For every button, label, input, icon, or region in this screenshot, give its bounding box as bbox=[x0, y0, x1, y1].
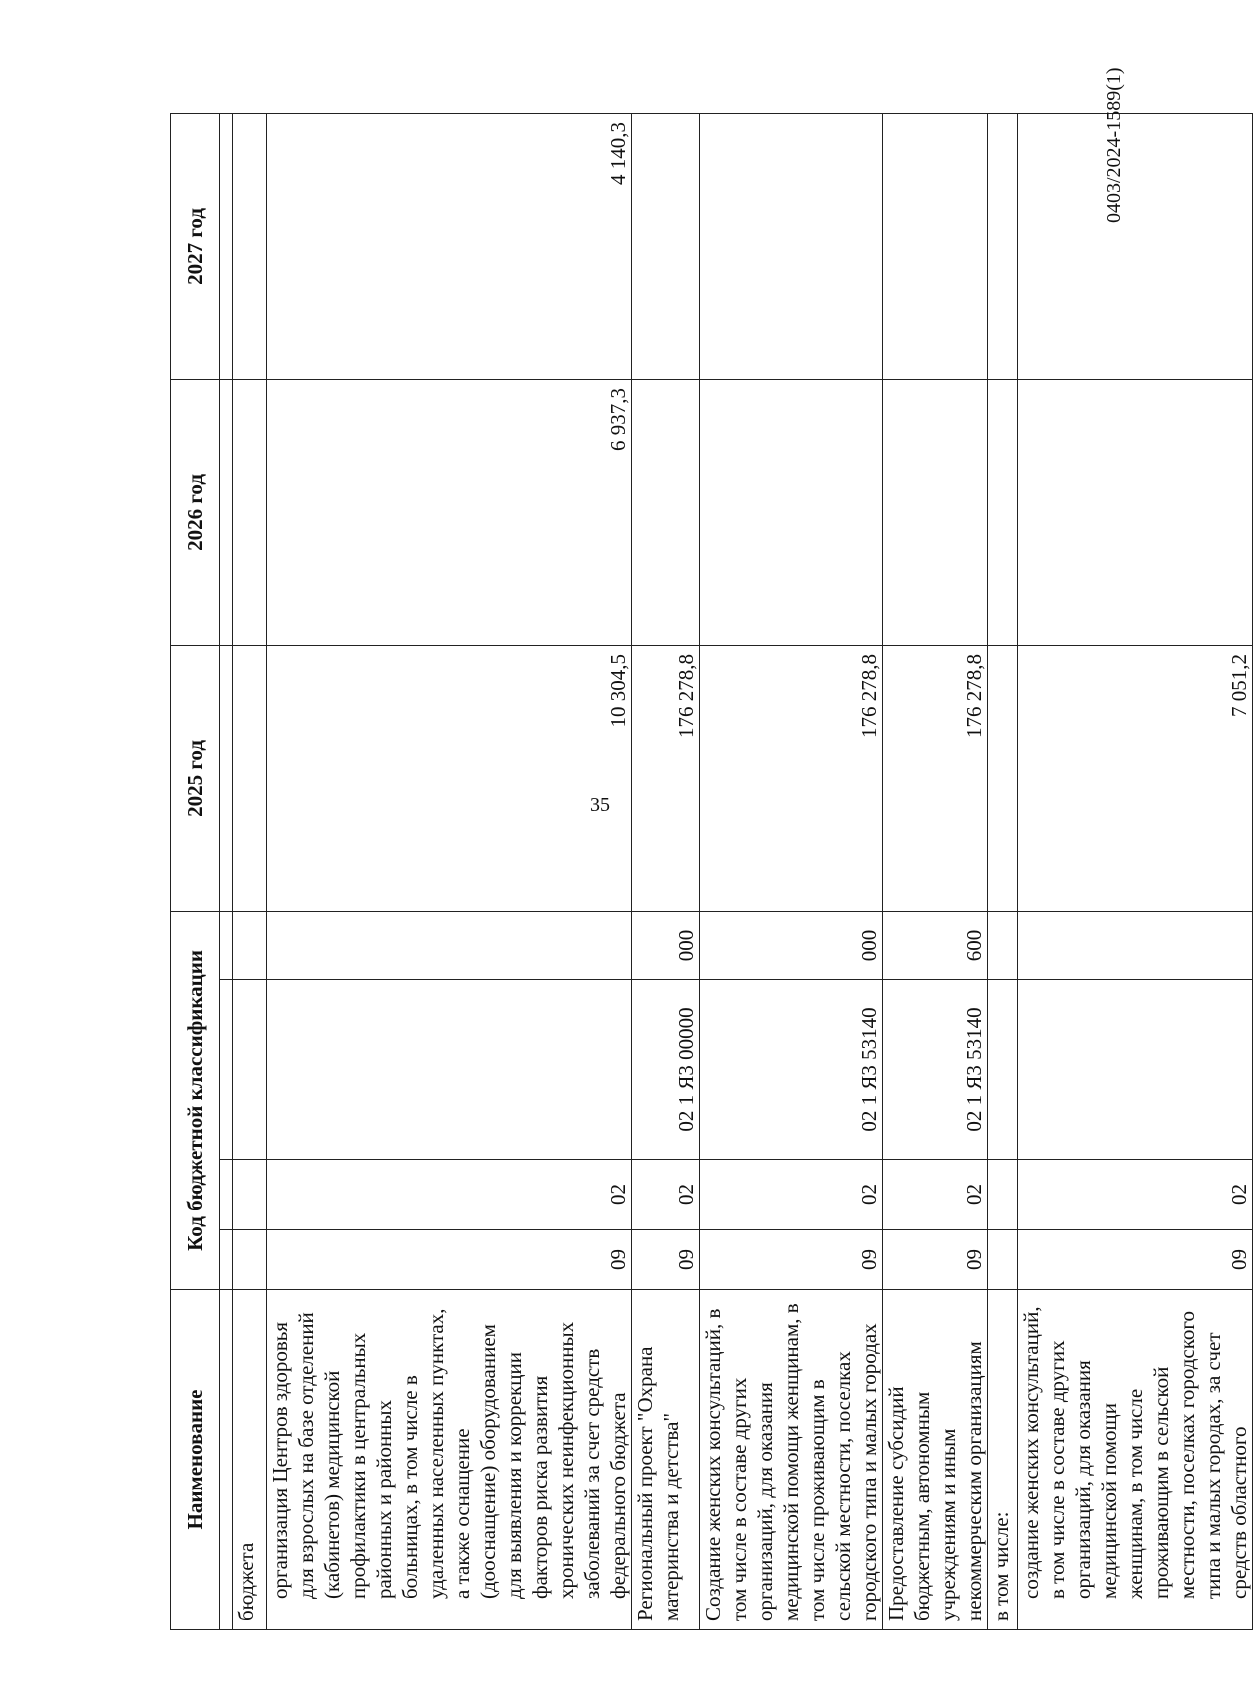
value-2027: 4 140,3 bbox=[267, 113, 632, 379]
code-section: 09 bbox=[883, 1230, 988, 1290]
subrow-cell bbox=[220, 1160, 233, 1230]
subrow-cell bbox=[220, 1230, 233, 1290]
code-subsection: 02 bbox=[1018, 1160, 1253, 1230]
header-name: Наименование bbox=[171, 1290, 220, 1630]
value-2027 bbox=[1018, 113, 1253, 379]
code-subsection bbox=[988, 1160, 1018, 1230]
code-expense-type bbox=[988, 911, 1018, 979]
code-target bbox=[267, 980, 632, 1160]
code-section: 09 bbox=[632, 1230, 700, 1290]
value-2025: 176 278,8 bbox=[700, 645, 883, 911]
code-section: 09 bbox=[267, 1230, 632, 1290]
row-name: в том числе: bbox=[988, 1290, 1018, 1630]
table-row bbox=[267, 113, 632, 1629]
value-2027 bbox=[233, 113, 267, 379]
table-row bbox=[700, 113, 883, 1629]
value-2026 bbox=[233, 379, 267, 645]
code-subsection bbox=[233, 1160, 267, 1230]
value-2026 bbox=[700, 379, 883, 645]
code-expense-type bbox=[267, 911, 632, 979]
budget-table bbox=[170, 113, 1253, 1630]
code-target: 02 1 Я3 53140 bbox=[883, 980, 988, 1160]
value-2025 bbox=[233, 645, 267, 911]
subrow-cell bbox=[220, 980, 233, 1160]
code-section bbox=[988, 1230, 1018, 1290]
subrow-cell bbox=[220, 379, 233, 645]
row-name: Предоставление субсидий бюджетным, автономным учреждениям и иным некоммерческим организациям bbox=[883, 1290, 988, 1630]
header-2026: 2026 год bbox=[171, 379, 220, 645]
code-section bbox=[233, 1230, 267, 1290]
subrow-cell bbox=[220, 113, 233, 379]
row-name: организация Центров здоровья для взрослых на базе отделений (кабинетов) медицинской профилактики в центральных районных и районных больницах, в том числе в удаленных населенных пунктах, а также оснащение (дооснащение) оборудованием для выявления и коррекции факторов риска развития хронических неинфекционных заболеваний за счет средств федерального бюджета bbox=[267, 1290, 632, 1630]
header-code: Код бюджетной классификации bbox=[171, 911, 220, 1289]
value-2025: 7 051,2 bbox=[1018, 645, 1253, 911]
subrow-cell bbox=[220, 1290, 233, 1630]
header-2025: 2025 год bbox=[171, 645, 220, 911]
value-2026 bbox=[632, 379, 700, 645]
row-name: создание женских консультаций, в том числе в составе других организаций, для оказания медицинской помощи женщинам, в том числе проживающим в сельской местности, поселках городского типа и малых городах, за счет средств областного bbox=[1018, 1290, 1253, 1630]
document-code: 0403/2024-1589(1) bbox=[1103, 67, 1125, 223]
value-2026 bbox=[1018, 379, 1253, 645]
code-section: 09 bbox=[700, 1230, 883, 1290]
value-2027 bbox=[632, 113, 700, 379]
table-row bbox=[233, 113, 267, 1629]
subrow-cell bbox=[220, 645, 233, 911]
value-2025: 10 304,5 bbox=[267, 645, 632, 911]
row-name: Создание женских консультаций, в том числе в составе других организаций, для оказания медицинской помощи женщинам, в том числе проживающим в сельской местности, поселках городского типа и малых городах bbox=[700, 1290, 883, 1630]
value-2025: 176 278,8 bbox=[632, 645, 700, 911]
code-expense-type: 000 bbox=[700, 911, 883, 979]
value-2025: 176 278,8 bbox=[883, 645, 988, 911]
page-number: 35 bbox=[590, 794, 610, 816]
code-target bbox=[1018, 980, 1253, 1160]
code-subsection: 02 bbox=[632, 1160, 700, 1230]
table-row bbox=[988, 113, 1018, 1629]
code-target bbox=[233, 980, 267, 1160]
value-2026 bbox=[988, 379, 1018, 645]
table-row bbox=[883, 113, 988, 1629]
value-2027 bbox=[883, 113, 988, 379]
table-row bbox=[1018, 113, 1253, 1629]
header-2027: 2027 год bbox=[171, 113, 220, 379]
header-subrow bbox=[220, 113, 233, 1629]
value-2027 bbox=[700, 113, 883, 379]
code-section: 09 bbox=[1018, 1230, 1253, 1290]
value-2027 bbox=[988, 113, 1018, 379]
row-name: Региональный проект "Охрана материнства и детства" bbox=[632, 1290, 700, 1630]
subrow-cell bbox=[220, 911, 233, 979]
code-subsection: 02 bbox=[700, 1160, 883, 1230]
code-expense-type bbox=[1018, 911, 1253, 979]
value-2026 bbox=[883, 379, 988, 645]
code-expense-type bbox=[233, 911, 267, 979]
header-row bbox=[171, 113, 220, 1629]
code-expense-type: 600 bbox=[883, 911, 988, 979]
code-target bbox=[988, 980, 1018, 1160]
value-2025 bbox=[988, 645, 1018, 911]
table-row bbox=[632, 113, 700, 1629]
code-expense-type: 000 bbox=[632, 911, 700, 979]
code-subsection: 02 bbox=[267, 1160, 632, 1230]
code-target: 02 1 Я3 53140 bbox=[700, 980, 883, 1160]
code-target: 02 1 Я3 00000 bbox=[632, 980, 700, 1160]
value-2026: 6 937,3 bbox=[267, 379, 632, 645]
row-name: бюджета bbox=[233, 1290, 267, 1630]
code-subsection: 02 bbox=[883, 1160, 988, 1230]
